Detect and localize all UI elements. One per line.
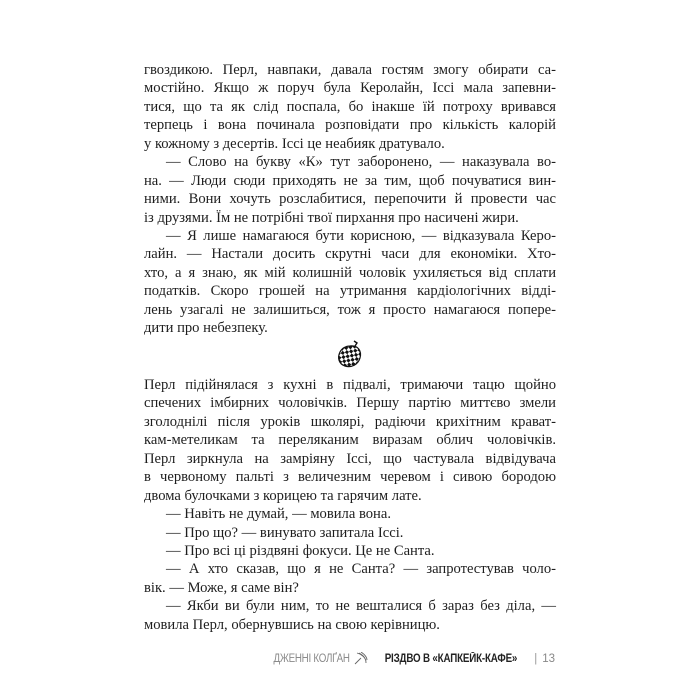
text-line: спечених імбирних чоловічків. Першу партію миттєво змели [144, 395, 556, 412]
text-line: кам-метеликам та переляканим виразам облич чоловічків. [144, 432, 556, 449]
text-line: ними. Вони хочуть розслабитися, перепочити й провести час [144, 191, 556, 208]
paragraph [144, 560, 556, 597]
text-line: лайн. — Настали досить скрутні часи для економіки. Хто- [144, 246, 556, 263]
text-line: Перл підійнялася з кухні в підвалі, тримаючи тацю щойно [144, 377, 556, 393]
text-line: — Слово на букву «К» тут заборонено, — наказувала во- [166, 154, 556, 171]
page-number: 13 [542, 652, 555, 665]
text-line: у кожному з десертів. Іссі це неабияк дратувало. [144, 135, 445, 152]
text-line: Перл зиркнула на замріяну Іссі, що частувала відвідувача [144, 450, 556, 467]
paragraph [144, 597, 556, 634]
text-line: двома булочками з корицею та гарячим лате. [144, 487, 422, 504]
text-line: — Про що? — винувато запитала Іссі. [166, 524, 404, 541]
text-line: дити про небезпеку. [144, 320, 268, 337]
paragraph [144, 227, 556, 338]
text-line: зголоднілі після уроків школярі, радіючи крихітним крават- [144, 413, 556, 430]
text-line: хто, а я знаю, як мій колишній чоловік ухиляється від сплати [144, 264, 556, 281]
text-section-2 [144, 376, 556, 634]
text-line: на. — Люди сюди приходять не за тим, щоб почуватися вин- [144, 172, 556, 189]
paragraph [144, 542, 556, 560]
text-line: гвоздикою. Перл, навпаки, давала гостям змогу обирати са- [144, 62, 556, 78]
text-line: — А хто сказав, що я не Санта? — запротестував чоло- [166, 561, 556, 578]
paragraph [144, 61, 556, 153]
text-line: мостійно. Якщо ж поруч була Керолайн, Іссі мала запевни- [144, 80, 556, 97]
footer-book-title: РІЗДВО В «КАПКЕЙК-КАФЕ» [385, 652, 518, 665]
text-line: — Навіть не думай, — мовила вона. [166, 506, 391, 523]
text-line: — Якби ви були ним, то не вешталися б зараз без діла, — [166, 598, 556, 615]
checkered-bauble-icon [336, 339, 364, 369]
text-line: мовила Перл, обернувшись на свою керівницю. [144, 616, 440, 633]
text-section-1 [144, 61, 556, 338]
paragraph [144, 153, 556, 227]
paragraph [144, 505, 556, 523]
footer-author: ДЖЕННІ КОЛҐАН [273, 652, 350, 665]
page-footer [260, 652, 555, 665]
text-line: — Я лише намагаюся бути корисною, — відказувала Керо- [166, 227, 556, 244]
text-line: податків. Скоро грошей на утримання кардіологічних відді- [144, 283, 556, 300]
paragraph [144, 376, 556, 505]
text-line: тися, що та як слід поспала, бо інакше їй потроху вривався [144, 98, 556, 115]
text-line: терпець і вона починала розповідати про кількість калорій [144, 117, 556, 134]
whisk-icon [354, 652, 368, 665]
footer-separator: | [534, 652, 538, 665]
text-line: вік. — Може, я саме він? [144, 579, 299, 596]
text-line: із друзями. Їм не потрібні твої пирхання про насичені жири. [144, 209, 519, 226]
text-line: в червоному пальті з величезним черевом і сивою бородою [144, 469, 556, 486]
text-line: — Про всі ці різдвяні фокуси. Це не Санта. [166, 542, 435, 559]
text-line: лень узагалі не залишиться, тож я просто намагаюся попере- [144, 301, 556, 318]
paragraph [144, 524, 556, 542]
